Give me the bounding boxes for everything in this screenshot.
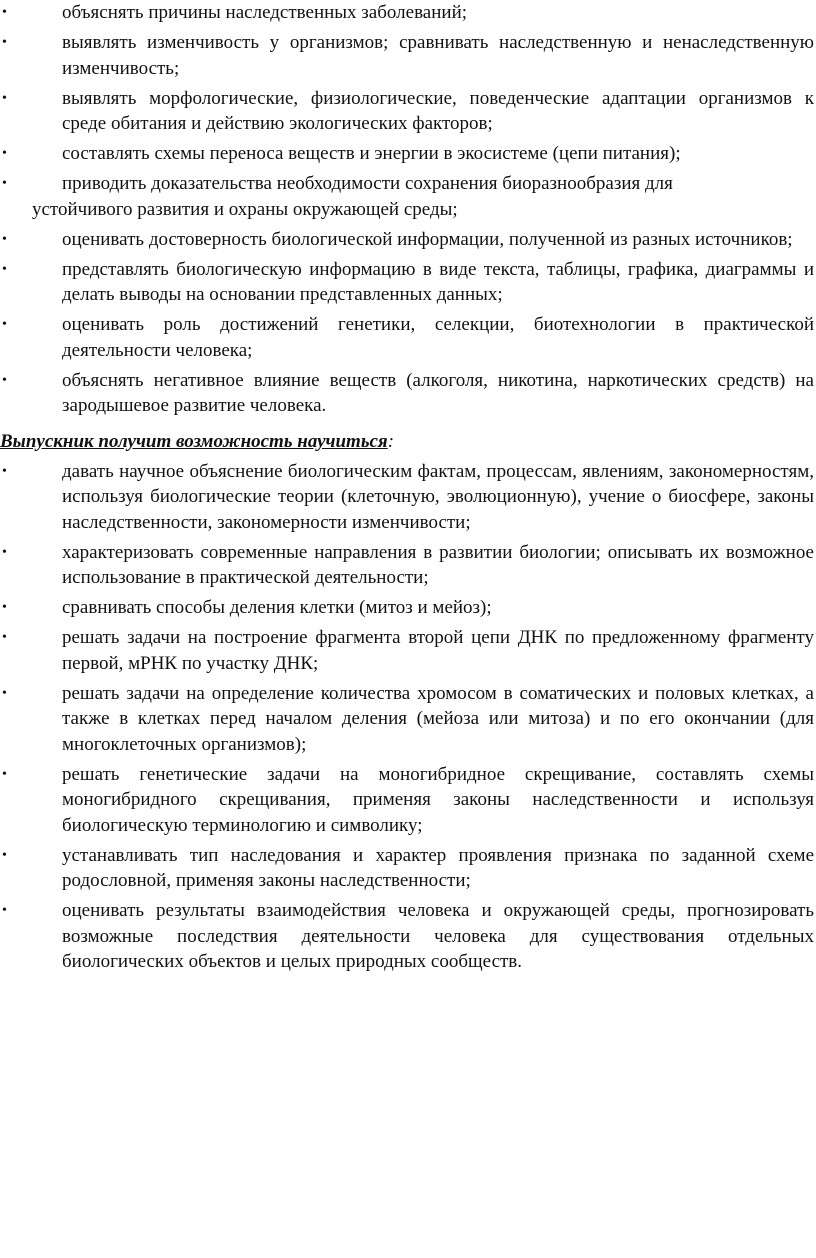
list-item-text: составлять схемы переноса веществ и энергии в экосистеме (цепи питания); [62, 143, 681, 164]
list-item [0, 86, 816, 137]
list-item [0, 0, 816, 26]
section-heading [0, 429, 816, 455]
list-item-text: решать задачи на определение количества хромосом в соматических и половых клетках, а также в клетках перед началом деления (мейоза или митоза) и по его окончании (для многоклеточных организмов); [62, 682, 814, 755]
list-item-text: оценивать результаты взаимодействия человека и окружающей среды, прогнозировать возможные последствия деятельности человека для существования отдельных биологических объектов и целых природных сообществ. [62, 900, 814, 972]
section-heading-colon: : [387, 431, 395, 452]
list-item-text: объяснять негативное влияние веществ (алкоголя, никотина, наркотических средств) на зародышевое развитие человека. [62, 369, 814, 416]
list-item-text: давать научное объяснение биологическим фактам, процессам, явлениям, закономерностям, используя биологические теории (клеточную, эволюционную), учение о биосфере, законы наследственности, закономерности изменчивости; [62, 460, 814, 533]
list-item [0, 459, 816, 536]
section-heading-text: Выпускник получит возможность научиться [0, 431, 388, 452]
list-item-text: представлять биологическую информацию в виде текста, таблицы, графика, диаграммы и делать выводы на основании представленных данных; [62, 258, 814, 305]
learning-outcomes-list [0, 0, 816, 423]
bullet-icon: • [2, 146, 7, 161]
list-item-text: объяснять причины наследственных заболеваний; [62, 2, 468, 23]
list-item [0, 368, 816, 419]
list-item-text: приводить доказательства необходимости сохранения биоразнообразия для [62, 173, 673, 194]
list-item [0, 257, 816, 308]
bullet-icon: • [2, 847, 7, 863]
list-item [0, 540, 816, 591]
list-item [0, 595, 816, 621]
list-item-continuation: устойчивого развития и охраны окружающей среды; [32, 198, 458, 220]
bullet-icon: • [2, 176, 7, 191]
list-item [0, 30, 816, 81]
list-item [0, 681, 816, 758]
bullet-icon: • [2, 5, 7, 20]
bullet-icon: • [2, 630, 7, 645]
list-item [0, 227, 816, 253]
list-item-text: характеризовать современные направления в развитии биологии; описывать их возможное использование в практической деятельности; [62, 541, 814, 588]
bullet-icon: • [2, 90, 7, 106]
extended-outcomes-section [0, 429, 816, 979]
bullet-icon: • [2, 600, 7, 615]
bullet-icon: • [2, 903, 7, 918]
list-item [0, 843, 816, 894]
bullet-icon: • [2, 372, 7, 388]
list-item-text: выявлять изменчивость у организмов; сравнивать наследственную и ненаследственную изменчивость; [62, 32, 814, 79]
list-item-text: решать генетические задачи на моногибридное скрещивание, составлять схемы моногибридного скрещивания, применяя законы наследственности и используя биологическую терминологию и символику; [62, 763, 814, 836]
bullet-icon: • [2, 685, 7, 701]
bullet-list [0, 459, 816, 975]
list-item [0, 312, 816, 363]
bullet-icon: • [2, 463, 7, 479]
list-item [0, 898, 816, 975]
bullet-icon: • [2, 261, 7, 277]
list-item-text: оценивать роль достижений генетики, селекции, биотехнологии в практической деятельности человека; [62, 314, 814, 361]
bullet-icon: • [2, 35, 7, 50]
list-item [0, 625, 816, 676]
bullet-icon: • [2, 544, 7, 560]
list-item [0, 141, 816, 167]
list-item [0, 762, 816, 839]
list-item [0, 171, 816, 222]
list-item-text: решать задачи на построение фрагмента второй цепи ДНК по предложенному фрагменту первой, мРНК по участку ДНК; [62, 627, 814, 674]
list-item-text: оценивать достоверность биологической информации, полученной из разных источников; [62, 228, 793, 250]
bullet-list [0, 0, 816, 419]
bullet-icon: • [2, 317, 7, 332]
list-item-text: устанавливать тип наследования и характер проявления признака по заданной схеме родословной, применяя законы наследственности; [62, 844, 814, 891]
list-item-text: выявлять морфологические, физиологические, поведенческие адаптации организмов к среде обитания и действию экологических факторов; [62, 87, 814, 134]
bullet-icon: • [2, 231, 7, 247]
bullet-icon: • [2, 766, 7, 782]
list-item-text: сравнивать способы деления клетки (митоз и мейоз); [62, 597, 492, 618]
